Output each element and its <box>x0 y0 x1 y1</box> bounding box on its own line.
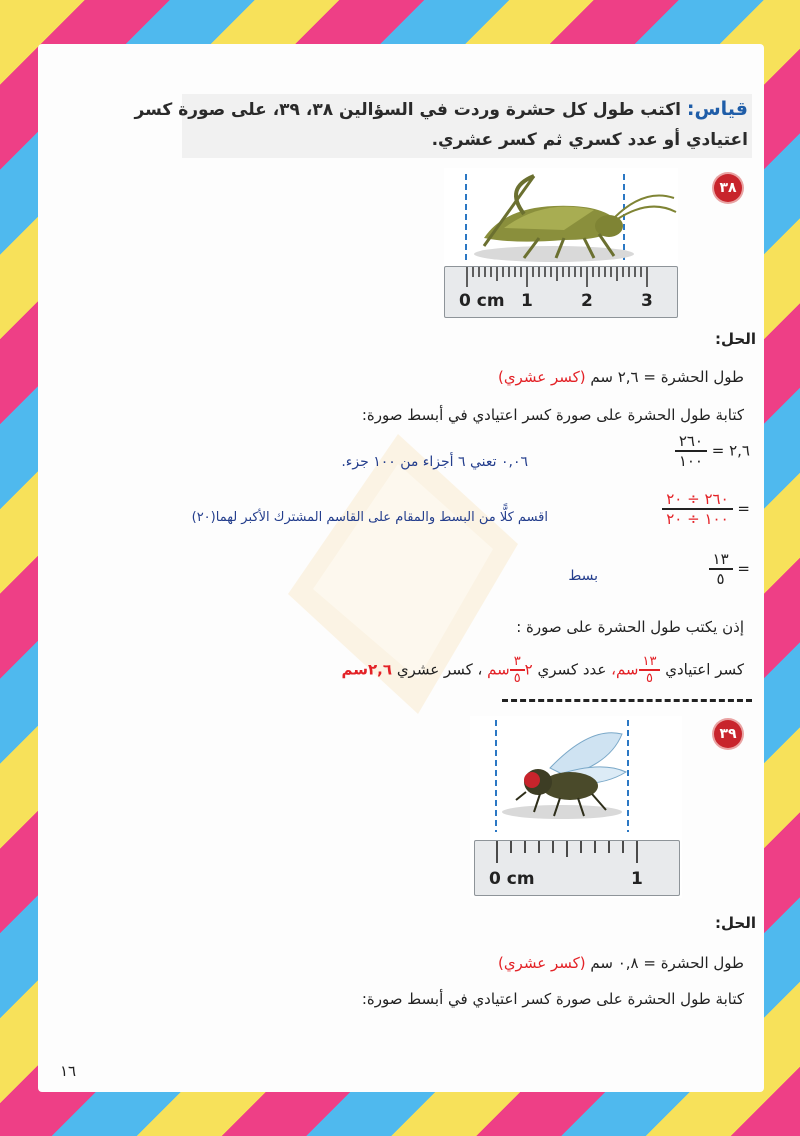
ruler-39-label-1: 1 <box>631 869 643 889</box>
ruler-38 <box>444 266 678 318</box>
question-word: قياس: <box>686 98 748 120</box>
mixed-denominator: ٥ <box>510 669 525 686</box>
decimal-value: ٢,٦سم <box>341 660 393 679</box>
instruction-39: كتابة طول الحشرة على صورة كسر اعتيادي في أبسط صورة: <box>361 990 744 1008</box>
mixed-unit: سم <box>487 660 510 679</box>
step1-equation <box>675 432 750 470</box>
question-line-2: اعتيادي أو عدد كسري ثم كسر عشري. <box>431 130 748 150</box>
final-forms-38 <box>342 654 745 686</box>
length-text-39: طول الحشرة = ٠,٨ سم <box>590 954 744 972</box>
fly-figure <box>470 716 682 898</box>
step1-fraction <box>675 432 707 470</box>
conclusion-38: إذن يكتب طول الحشرة على صورة : <box>516 618 744 636</box>
mixed-numerator: ٣ <box>513 654 521 669</box>
ruler-38-label-1: 1 <box>521 291 533 311</box>
length-line-39 <box>498 954 744 972</box>
question-text-1: اكتب طول كل حشرة وردت في السؤالين ٣٨، ٣٩، على صورة كسر <box>134 100 681 120</box>
decimal-label: ، كسر عشري <box>396 660 483 679</box>
fly-icon <box>470 716 682 836</box>
step1-note: ٠,٠٦ تعني ٦ أجزاء من ١٠٠ جزء. <box>341 454 528 470</box>
section-divider <box>502 699 752 702</box>
length-text-38: طول الحشرة = ٢,٦ سم <box>590 368 744 386</box>
grasshopper-icon <box>444 168 678 268</box>
improper-fraction <box>639 654 661 686</box>
improper-label: كسر اعتيادي <box>665 660 744 679</box>
step3-numerator: ١٣ <box>712 550 729 568</box>
question-line-1 <box>135 98 748 120</box>
mixed-whole: ٢ <box>524 660 533 679</box>
step3-note: بسط <box>568 568 598 584</box>
ruler-38-label-3: 3 <box>641 291 653 311</box>
length-line-38 <box>498 368 744 386</box>
step2-equation <box>662 490 750 528</box>
step2-note: اقسم كلًّا من البسط والمقام على القاسم المشترك الأكبر لهما(٢٠) <box>191 510 548 525</box>
step1-numerator: ٢٦٠ <box>678 432 703 450</box>
ruler-39 <box>474 840 680 896</box>
ruler-39-label-0: 0 cm <box>489 869 535 889</box>
mixed-label: عدد كسري <box>537 660 607 679</box>
improper-unit: سم، <box>611 660 639 679</box>
solution-label-39: الحل: <box>715 914 756 932</box>
step3-eq: = <box>737 559 750 578</box>
mixed-fraction <box>510 654 525 686</box>
step2-numerator: ٢٦٠ ÷ ٢٠ <box>666 490 729 508</box>
grasshopper-figure <box>444 168 678 318</box>
step3-denominator: ٥ <box>709 568 733 588</box>
improper-numerator: ١٣ <box>642 654 657 669</box>
step3-fraction <box>709 550 733 588</box>
step3-equation <box>709 550 750 588</box>
question-38-badge: ٣٨ <box>714 174 742 202</box>
step2-denominator: ١٠٠ ÷ ٢٠ <box>662 508 732 528</box>
ruler-38-label-0: 0 cm <box>459 291 505 311</box>
solution-label-38: الحل: <box>715 330 756 348</box>
ruler-ticks-39 <box>475 841 679 871</box>
step1-lhs: ٢,٦ = <box>711 441 750 460</box>
instruction-38: كتابة طول الحشرة على صورة كسر اعتيادي في أبسط صورة: <box>361 406 744 424</box>
step1-denominator: ١٠٠ <box>675 450 707 470</box>
page-number: ١٦ <box>60 1062 77 1080</box>
ruler-38-label-2: 2 <box>581 291 593 311</box>
length-type-38: (كسر عشري) <box>497 368 586 386</box>
step2-eq: = <box>737 499 750 518</box>
step2-fraction <box>662 490 732 528</box>
length-type-39: (كسر عشري) <box>497 954 586 972</box>
page-sheet <box>38 44 764 1092</box>
improper-denominator: ٥ <box>639 669 661 686</box>
question-39-badge: ٣٩ <box>714 720 742 748</box>
